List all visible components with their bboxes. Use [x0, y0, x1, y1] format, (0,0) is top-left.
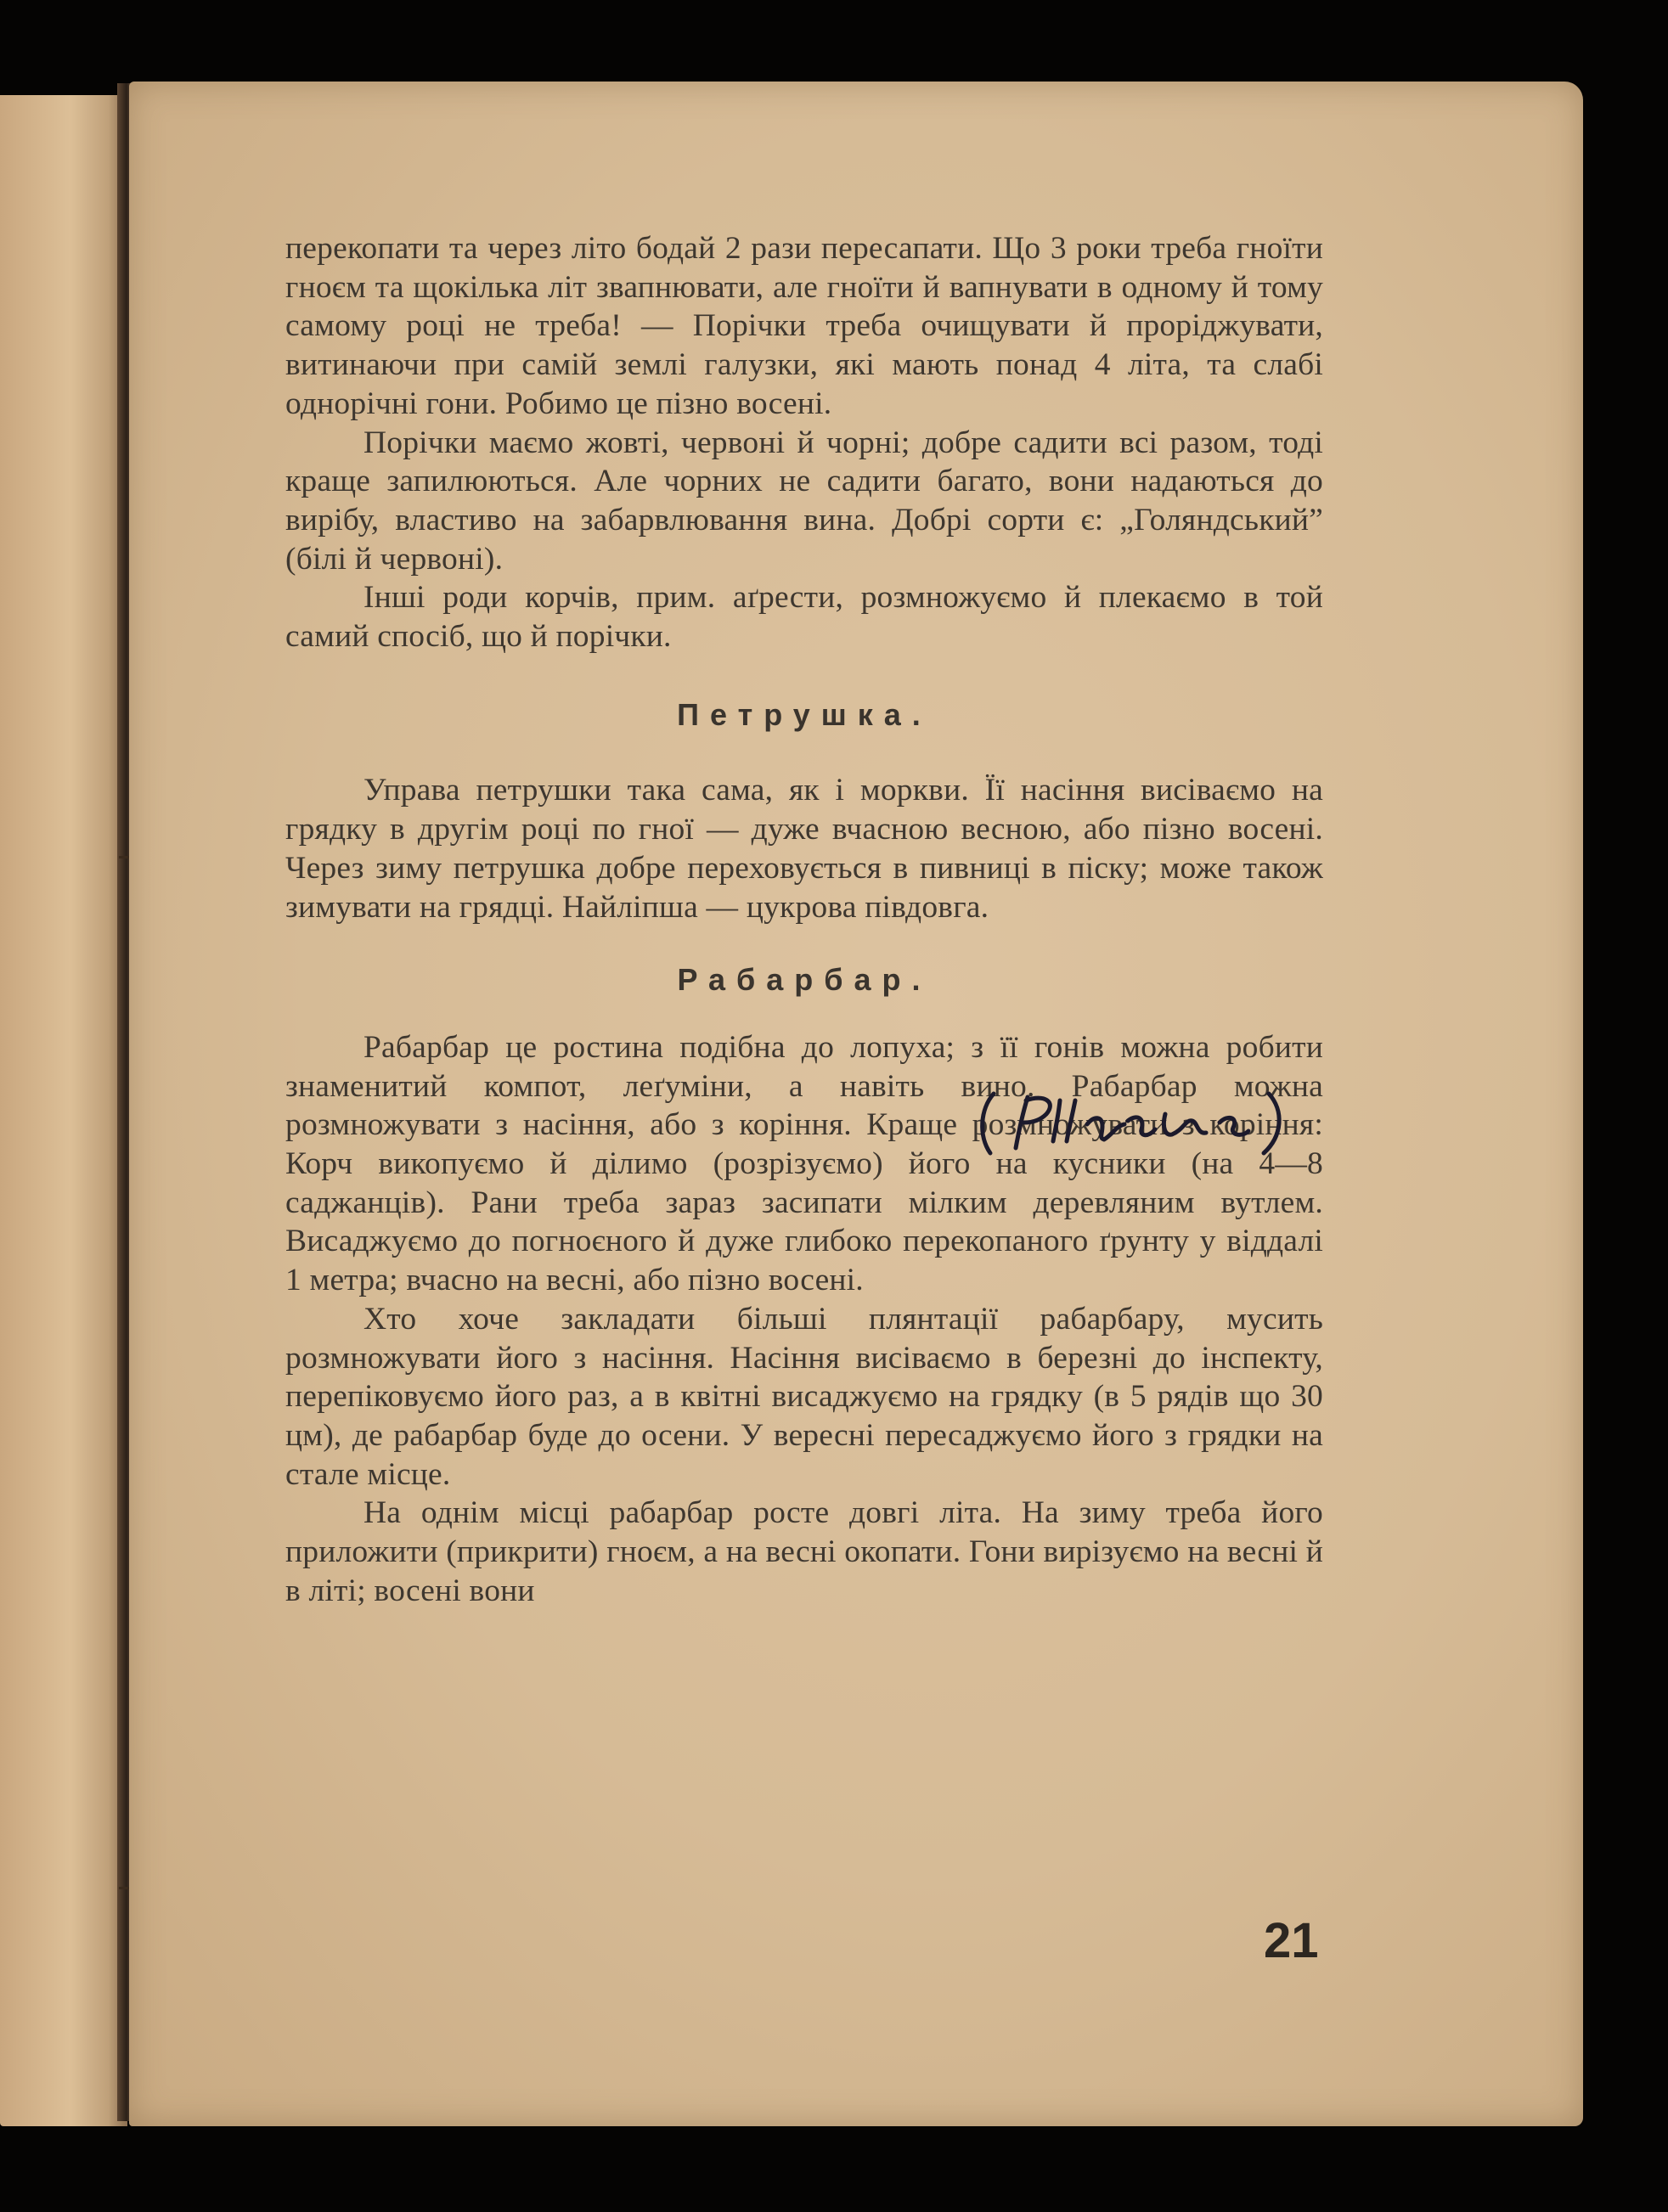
section-heading-rhubarb: Рабарбар. — [677, 962, 932, 998]
left-page-edge — [0, 95, 127, 2126]
paragraph: Хто хоче закладати більші плянтації рабарбару, мусить розмножувати його з насіння. Насіння висіваємо в березні до інспекту, перепіковуємо його раз, а в квітні висаджуємо на грядку (в 5 рядів що 30 цм), де рабарбар буде до осени. У вересні пересаджуємо його з грядки на стале місце. — [285, 1301, 1323, 1492]
paragraph: Рабарбар це ростина подібна до лопуха; з її гонів можна робити знаменитий компот, леґуміни, а навіть вино. Рабарбар можна розмножувати з насіння, або з коріння. Краще розмножувати з коріння: Корч викопуємо й ділимо (розрізуємо) його на кусники (на 4—8 саджанців). Рани треба зараз засипати мілким деревляним вутлем. Висаджуємо до погноєного й дуже глибоко перекопаного ґрунту у віддалі 1 метра; вчасно на весні, або пізно восені. — [285, 1029, 1323, 1298]
paragraph: Управа петрушки така сама, як і моркви. Її насіння висіваємо на грядку в другім році по гної — дуже вчасною весною, або пізно восені. Через зиму петрушка добре переховується в пивниці в піску; може також зимувати на грядці. Найліпша — цукрова півдовга. — [285, 773, 1323, 925]
paragraph: перекопати та через літо бодай 2 рази пересапати. Що 3 роки треба гноїти гноєм та щокілька літ звапнювати, але гноїти й вапнувати в одному й тому самому році не треба! — Порічки треба очищувати й проріджувати, витинаючи при самій землі галузки, які мають понад 4 літа, та слабі однорічні гони. Робимо це пізно восені. — [285, 231, 1323, 421]
handwritten-annotation — [975, 1089, 1291, 1157]
page-text — [285, 229, 1323, 1611]
page-number: 21 — [1264, 1913, 1319, 1968]
paragraph: На однім місці рабарбар росте довгі літа. На зиму треба його приложити (прикрити) гноєм, а на весні окопати. Гони вирізуємо на весні й в літі; восені вони — [285, 1495, 1323, 1608]
paragraph: Порічки маємо жовті, червоні й чорні; добре садити всі разом, тоді краще запилюються. Але чорних не садити багато, вони надаються до вирібу, властиво на забарвлювання вина. Добрі сорти є: „Голяндський” (білі й червоні). — [285, 425, 1323, 577]
paragraph: Інші роди корчів, прим. аґрести, розмножуємо й плекаємо в той самий спосіб, що й порічки. — [285, 580, 1323, 655]
section-heading-parsley: Петрушка. — [677, 696, 932, 732]
